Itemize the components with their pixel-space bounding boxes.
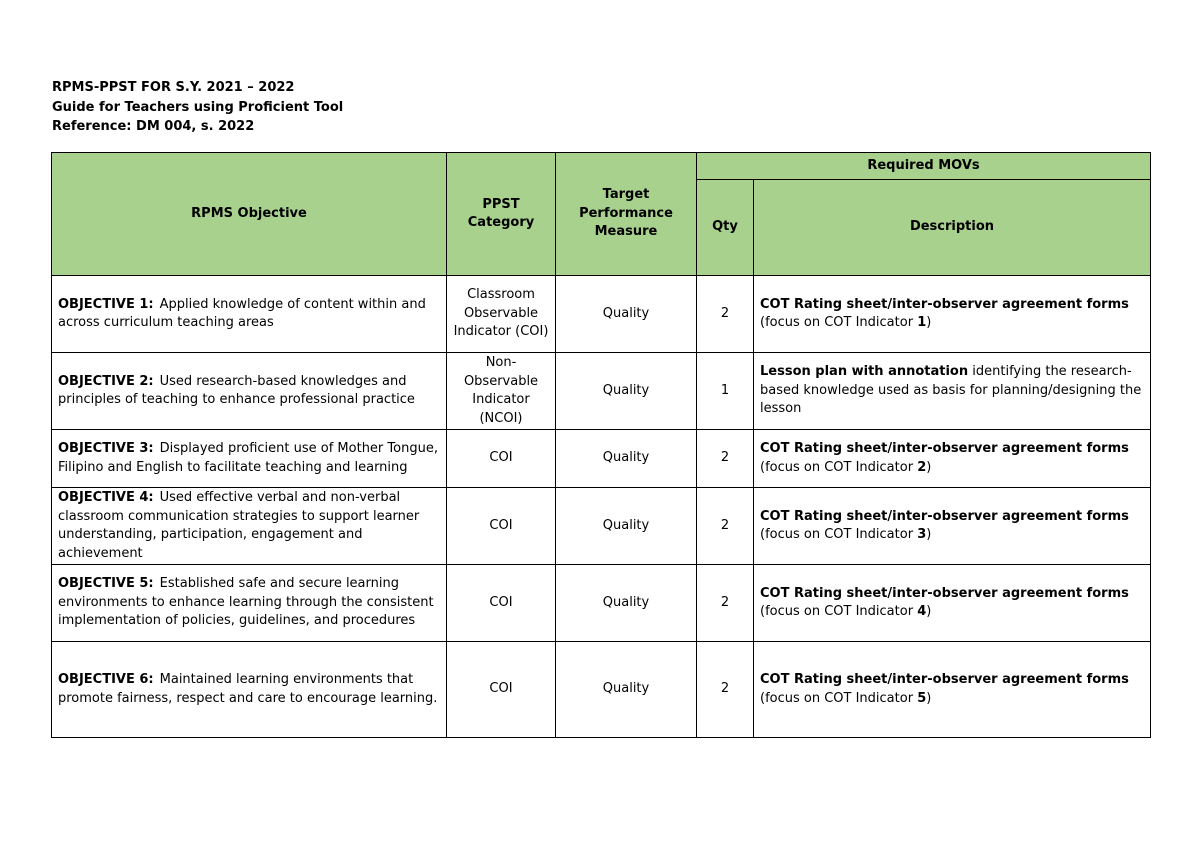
description-indicator: 1: [917, 315, 927, 330]
description-cell: [754, 642, 1151, 738]
rpms-table: [51, 152, 1151, 738]
objective-text: Used research-based knowledges and principles of teaching to enhance professional practice: [58, 373, 415, 407]
description-end: ): [926, 690, 932, 706]
description-bold: COT Rating sheet/inter-observer agreement forms: [760, 441, 1129, 456]
description-indicator: 4: [917, 604, 927, 619]
table-row: [52, 276, 1151, 353]
objective-text: Applied knowledge of content within and across curriculum teaching areas: [58, 296, 426, 330]
description-cell: [754, 276, 1151, 353]
description-text: (focus on COT Indicator: [760, 690, 918, 706]
description-text: (focus on COT Indicator: [760, 459, 918, 475]
table-row: [52, 642, 1151, 738]
category-cell: COI: [447, 565, 556, 642]
description-text: (focus on COT Indicator: [760, 315, 918, 330]
target-cell: Quality: [556, 488, 697, 565]
description-indicator: 3: [917, 527, 927, 542]
category-cell: COI: [447, 642, 556, 738]
description-cell: [754, 430, 1151, 488]
objective-cell: [52, 488, 447, 565]
target-cell: Quality: [556, 565, 697, 642]
objective-label: OBJECTIVE 6:: [58, 672, 154, 687]
description-end: ): [926, 604, 932, 619]
description-indicator: 5: [917, 690, 927, 706]
description-text: (focus on COT Indicator: [760, 604, 918, 619]
category-cell: Classroom Observable Indicator (COI): [447, 276, 556, 353]
qty-cell: 2: [697, 488, 754, 565]
table-row: [52, 488, 1151, 565]
description-cell: [754, 565, 1151, 642]
header-rpms-objective: RPMS Objective: [52, 153, 447, 276]
table-row: [52, 565, 1151, 642]
description-text: (focus on COT Indicator: [760, 527, 918, 542]
document-header: [52, 78, 343, 137]
objective-text: Used effective verbal and non-verbal classroom communication strategies to support learner understanding, participation, engagement and achievement: [58, 490, 420, 561]
header-qty: Qty: [697, 180, 754, 276]
description-indicator: 2: [917, 459, 927, 475]
description-bold: COT Rating sheet/inter-observer agreement forms: [760, 296, 1129, 312]
table-row: [52, 430, 1151, 488]
target-cell: Quality: [556, 642, 697, 738]
description-cell: [754, 488, 1151, 565]
header-reference: Reference: DM 004, s. 2022: [52, 119, 255, 134]
category-cell: COI: [447, 430, 556, 488]
description-bold: COT Rating sheet/inter-observer agreement forms: [760, 672, 1129, 687]
category-cell: COI: [447, 488, 556, 565]
description-bold: Lesson plan with annotation: [760, 364, 969, 380]
qty-cell: 2: [697, 430, 754, 488]
objective-text: Maintained learning environments that promote fairness, respect and care to encourage learning.: [58, 672, 438, 706]
target-cell: Quality: [556, 276, 697, 353]
description-text: identifying the research-based knowledge used as basis for planning/designing the lesson: [760, 364, 1142, 417]
target-cell: Quality: [556, 353, 697, 430]
description-end: ): [926, 315, 932, 330]
header-ppst-category: PPST Category: [447, 153, 556, 276]
description-end: ): [926, 459, 932, 475]
description-end: ): [926, 527, 932, 542]
header-target-performance: Target Performance Measure: [556, 153, 697, 276]
objective-cell: [52, 276, 447, 353]
objective-cell: [52, 565, 447, 642]
objective-text: Displayed proficient use of Mother Tongue, Filipino and English to facilitate teaching and learning: [58, 441, 438, 475]
target-cell: Quality: [556, 430, 697, 488]
objective-label: OBJECTIVE 5:: [58, 576, 154, 592]
qty-cell: 2: [697, 642, 754, 738]
objective-cell: [52, 430, 447, 488]
objective-label: OBJECTIVE 3:: [58, 441, 154, 456]
objective-text: Established safe and secure learning environments to enhance learning through the consistent implementation of policies, guidelines, and procedures: [58, 576, 434, 629]
description-bold: COT Rating sheet/inter-observer agreement forms: [760, 585, 1129, 601]
qty-cell: 2: [697, 276, 754, 353]
objective-cell: [52, 642, 447, 738]
table-row: [52, 353, 1151, 430]
header-required-movs: Required MOVs: [697, 153, 1151, 180]
objective-label: OBJECTIVE 1:: [58, 296, 154, 312]
category-cell: Non-Observable Indicator (NCOI): [447, 353, 556, 430]
header-description: Description: [754, 180, 1151, 276]
qty-cell: 1: [697, 353, 754, 430]
description-cell: [754, 353, 1151, 430]
description-bold: COT Rating sheet/inter-observer agreement forms: [760, 508, 1129, 524]
header-subtitle: Guide for Teachers using Proficient Tool: [52, 99, 344, 115]
objective-label: OBJECTIVE 2:: [58, 373, 154, 389]
objective-label: OBJECTIVE 4:: [58, 490, 154, 505]
objective-cell: [52, 353, 447, 430]
qty-cell: 2: [697, 565, 754, 642]
header-title: RPMS-PPST FOR S.Y. 2021 – 2022: [52, 80, 295, 95]
